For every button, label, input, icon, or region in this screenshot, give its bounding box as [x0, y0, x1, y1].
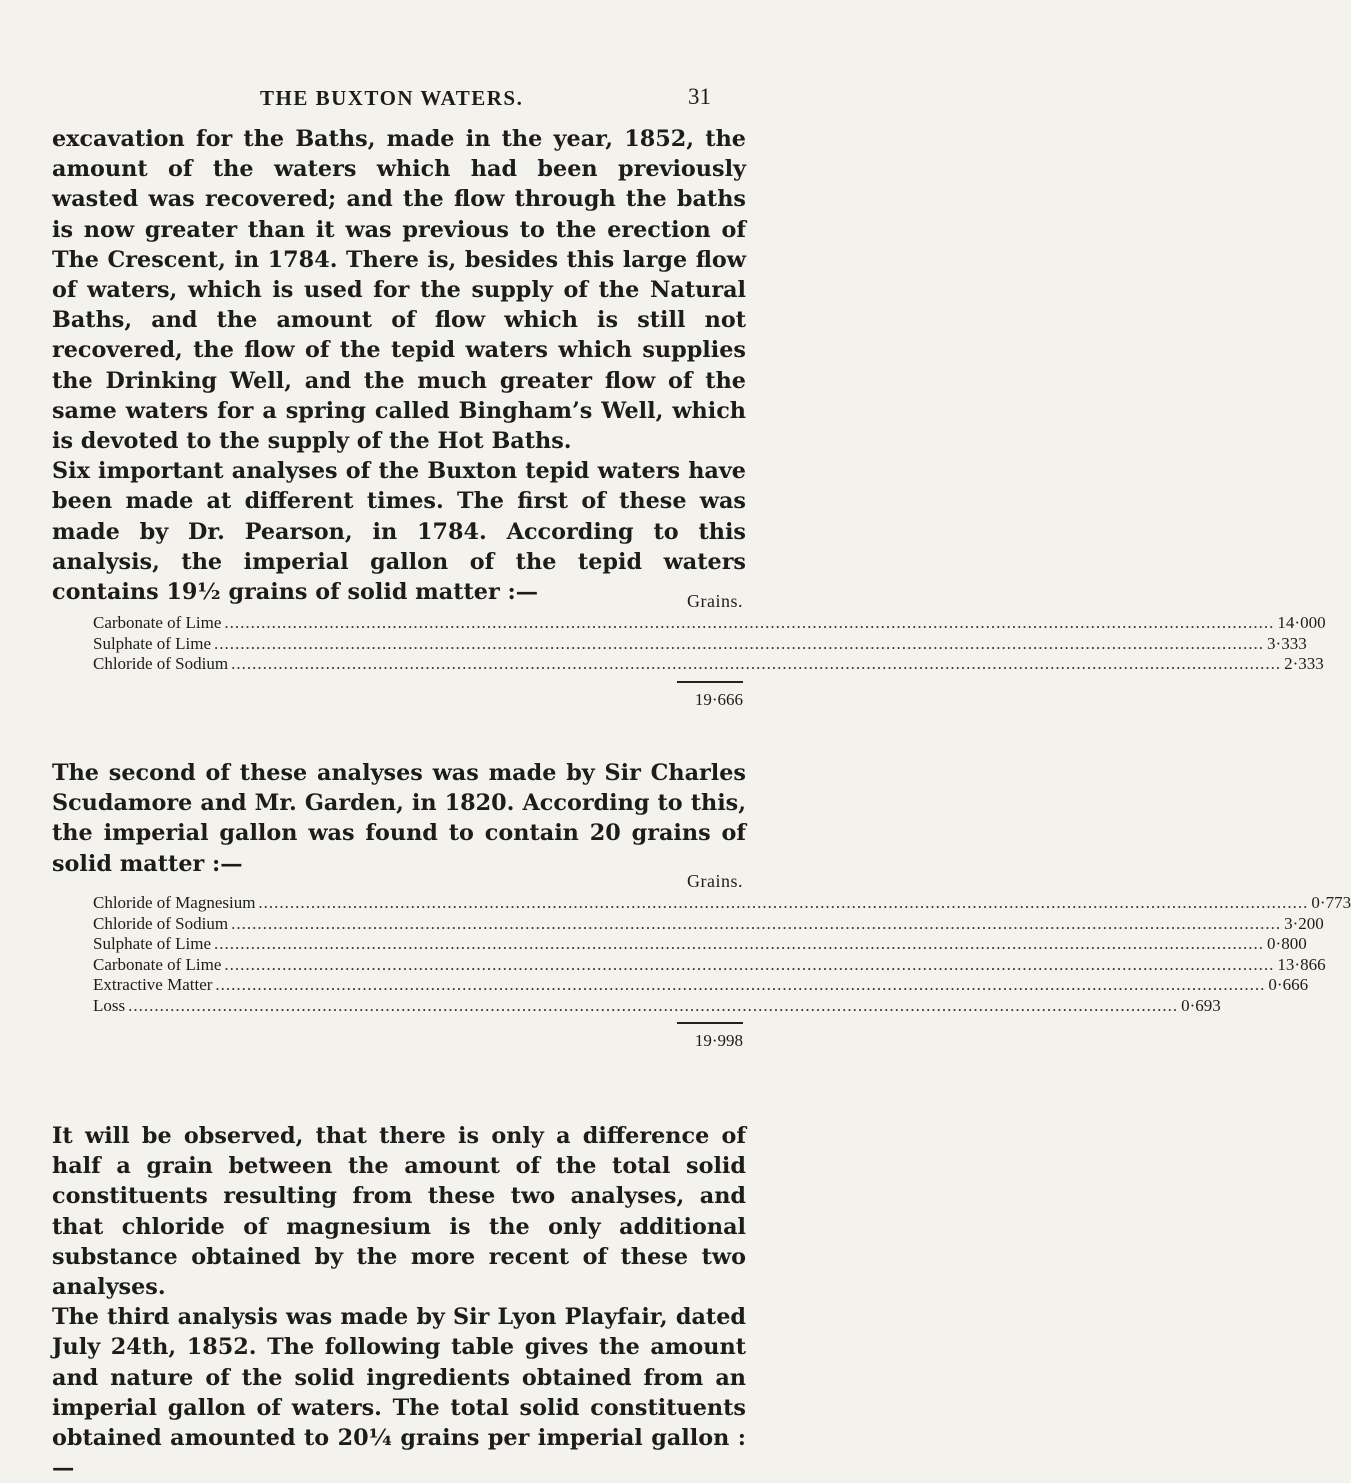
sum-rule — [677, 681, 743, 683]
table-row — [93, 934, 1307, 955]
analysis-table-pearson — [93, 591, 1326, 711]
row-value: 3·200 — [1284, 913, 1324, 933]
table-row — [93, 654, 1324, 675]
leader-dots: ........................................................................................................................................................................................................ — [214, 934, 1265, 953]
leader-dots: ........................................................................................................................................................................................................ — [231, 913, 1282, 933]
paragraph: Six important analyses of the Buxton tepid waters have been made at different times. The first of these was made by Dr. Pearson, in 1784. According to this analysis, the imperial gallon of the tepid waters contains 19½ grains of solid matter :— — [52, 458, 746, 606]
table-total: 19·998 — [694, 1031, 743, 1050]
row-label: Extractive Matter — [93, 975, 213, 994]
leader-dots: ........................................................................................................................................................................................................ — [224, 613, 1275, 632]
table-total: 19·666 — [694, 689, 743, 709]
table-row — [93, 995, 1221, 1017]
page-number: 31 — [688, 84, 711, 109]
paragraph: excavation for the Baths, made in the year, 1852, the amount of the waters which had been previously wasted was recovered; and the flow through the baths is now greater than it was previous to the erection of The Crescent, in 1784. There is, besides this large flow of waters, which is used for the supply of the Natural Baths, and the amount of flow which is still not recovered, the flow of the tepid waters which supplies the Drinking Well, and the much greater flow of the same waters for a spring called Bingham’s Well, which is devoted to the supply of the Hot Baths. — [52, 126, 746, 455]
text-block-1 — [52, 124, 746, 607]
unit-header: Grains. — [687, 871, 743, 891]
table-row — [93, 954, 1326, 976]
leader-dots: ........................................................................................................................................................................................................ — [231, 654, 1282, 673]
unit-header: Grains. — [687, 591, 743, 611]
table-row — [93, 975, 1309, 996]
paragraph: The third analysis was made by Sir Lyon Playfair, dated July 24th, 1852. The following table gives the amount and nature of the solid ingredients obtained from an imperial gallon of waters. The total solid constituents obtained amounted to 20¼ grains per imperial gallon :— — [52, 1304, 746, 1482]
leader-dots: ........................................................................................................................................................................................................ — [258, 893, 1309, 912]
row-value: 13·866 — [1277, 954, 1326, 974]
leader-dots: ........................................................................................................................................................................................................ — [128, 995, 1179, 1015]
table-row — [93, 613, 1326, 634]
row-label: Carbonate of Lime — [93, 613, 222, 632]
leader-dots: ........................................................................................................................................................................................................ — [215, 975, 1266, 994]
row-label: Chloride of Sodium — [93, 654, 229, 673]
running-head — [0, 86, 800, 116]
leader-dots: ........................................................................................................................................................................................................ — [224, 954, 1275, 974]
row-label: Sulphate of Lime — [93, 934, 212, 953]
row-value: 0·693 — [1181, 995, 1221, 1015]
row-value: 0·773 — [1311, 893, 1351, 912]
row-value: 0·800 — [1267, 934, 1307, 953]
analysis-table-scudamore — [93, 871, 1351, 1052]
table-row — [93, 633, 1307, 655]
paragraph: The second of these analyses was made by Sir Charles Scudamore and Mr. Garden, in 1820. According to this, the imperial gallon was found to contain 20 grains of solid matter :— — [52, 760, 746, 877]
text-block-2 — [52, 758, 746, 879]
row-value: 3·333 — [1267, 633, 1307, 653]
table-row — [93, 913, 1324, 935]
row-label: Carbonate of Lime — [93, 954, 222, 974]
row-value: 0·666 — [1268, 975, 1309, 994]
row-label: Sulphate of Lime — [93, 633, 212, 653]
text-block-3 — [52, 1121, 746, 1483]
row-label: Chloride of Sodium — [93, 913, 229, 933]
leader-dots: ........................................................................................................................................................................................................ — [214, 633, 1265, 653]
table-row — [93, 893, 1351, 914]
row-value: 2·333 — [1284, 654, 1324, 673]
sum-rule — [677, 1022, 743, 1024]
paragraph: It will be observed, that there is only a difference of half a grain between the amount of the total solid constituents resulting from these two analyses, and that chloride of magnesium is the only additional substance obtained by the more recent of these two analyses. — [52, 1123, 746, 1301]
row-label: Loss — [93, 995, 126, 1015]
row-value: 14·000 — [1277, 613, 1326, 632]
running-title: THE BUXTON WATERS. — [260, 86, 524, 110]
row-label: Chloride of Magnesium — [93, 893, 256, 912]
